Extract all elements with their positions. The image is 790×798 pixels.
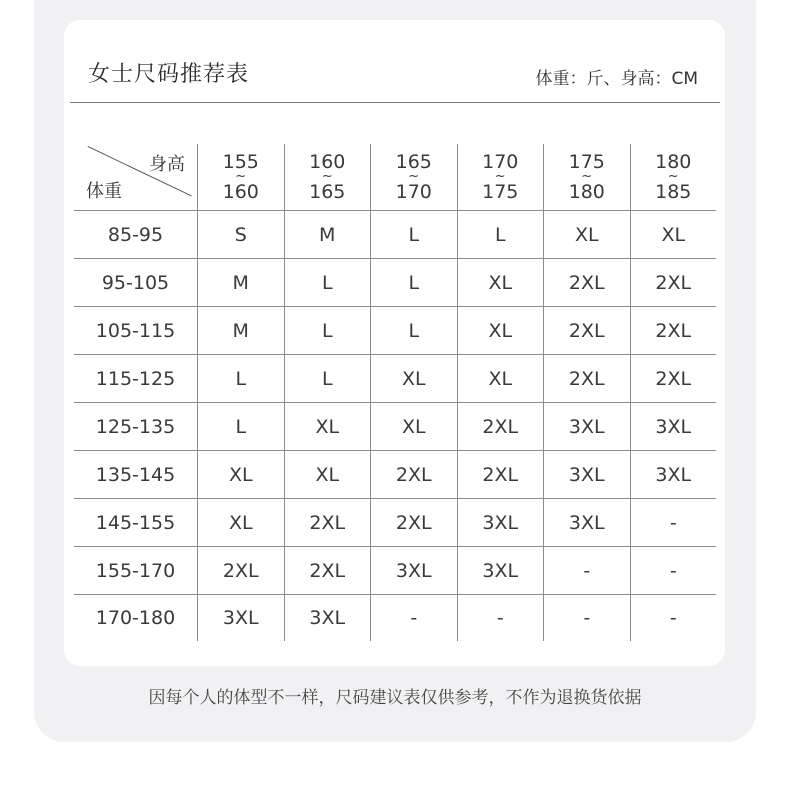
size-cell: XL bbox=[197, 499, 284, 546]
divider bbox=[70, 102, 720, 103]
weight-range-cell: 155-170 bbox=[95, 559, 176, 582]
size-table bbox=[74, 144, 716, 641]
footnote: 因每个人的体型不一样，尺码建议表仅供参考，不作为退换货依据 bbox=[148, 688, 642, 708]
page-title: 女士尺码推荐表 bbox=[88, 62, 250, 87]
size-cell: M bbox=[197, 307, 284, 354]
table-row bbox=[74, 211, 716, 259]
size-cell: XL bbox=[543, 211, 630, 258]
height-header-cell bbox=[543, 144, 630, 210]
size-cell: 3XL bbox=[284, 595, 371, 641]
size-cell: XL bbox=[284, 451, 371, 498]
corner-cell bbox=[74, 144, 197, 210]
size-cell: XL bbox=[457, 307, 544, 354]
size-cell: 2XL bbox=[457, 403, 544, 450]
size-cell: L bbox=[457, 211, 544, 258]
size-cell: XL bbox=[457, 355, 544, 402]
height-to: 160 bbox=[222, 180, 259, 203]
weight-range-cell: 135-145 bbox=[95, 463, 176, 486]
height-header-cell bbox=[284, 144, 371, 210]
size-cell: 2XL bbox=[630, 307, 717, 354]
size-cell: 2XL bbox=[284, 499, 371, 546]
height-to: 180 bbox=[568, 180, 605, 203]
height-from: 170 bbox=[482, 150, 519, 173]
size-cell: L bbox=[370, 307, 457, 354]
height-from: 175 bbox=[568, 150, 605, 173]
size-cell: L bbox=[284, 307, 371, 354]
height-to: 170 bbox=[395, 180, 432, 203]
size-cell: 3XL bbox=[630, 451, 717, 498]
size-cell: 2XL bbox=[543, 355, 630, 402]
height-to: 165 bbox=[309, 180, 346, 203]
size-cell: 3XL bbox=[370, 547, 457, 594]
size-cell: XL bbox=[457, 259, 544, 306]
unit-note: 体重：斤、身高：CM bbox=[535, 69, 698, 89]
size-cell: 2XL bbox=[457, 451, 544, 498]
size-cell: - bbox=[543, 595, 630, 641]
size-cell: XL bbox=[370, 403, 457, 450]
size-cell: XL bbox=[197, 451, 284, 498]
weight-axis-label: 体重 bbox=[86, 181, 122, 202]
range-tilde: ~ bbox=[235, 168, 247, 184]
height-to: 175 bbox=[482, 180, 519, 203]
size-cell: M bbox=[197, 259, 284, 306]
size-cell: - bbox=[457, 595, 544, 641]
size-cell: 2XL bbox=[370, 451, 457, 498]
table-header-row bbox=[74, 144, 716, 211]
size-cell: 3XL bbox=[543, 403, 630, 450]
size-cell: - bbox=[630, 547, 717, 594]
size-cell: XL bbox=[370, 355, 457, 402]
size-cell: M bbox=[284, 211, 371, 258]
range-tilde: ~ bbox=[581, 168, 593, 184]
range-tilde: ~ bbox=[494, 168, 506, 184]
size-cell: 2XL bbox=[630, 259, 717, 306]
height-header-cell bbox=[370, 144, 457, 210]
size-cell: - bbox=[630, 595, 717, 641]
size-cell: 2XL bbox=[284, 547, 371, 594]
size-cell: 3XL bbox=[197, 595, 284, 641]
weight-range-cell: 170-180 bbox=[95, 607, 176, 629]
height-header-cell bbox=[197, 144, 284, 210]
range-tilde: ~ bbox=[321, 168, 333, 184]
size-cell: XL bbox=[284, 403, 371, 450]
size-cell: L bbox=[370, 211, 457, 258]
table-row bbox=[74, 451, 716, 499]
height-from: 180 bbox=[655, 150, 692, 173]
table-row bbox=[74, 403, 716, 451]
size-cell: - bbox=[543, 547, 630, 594]
size-cell: 3XL bbox=[543, 451, 630, 498]
size-cell: 3XL bbox=[543, 499, 630, 546]
range-tilde: ~ bbox=[408, 168, 420, 184]
range-tilde: ~ bbox=[667, 168, 679, 184]
table-row bbox=[74, 307, 716, 355]
size-cell: - bbox=[630, 499, 717, 546]
height-from: 165 bbox=[395, 150, 432, 173]
weight-range-cell: 125-135 bbox=[95, 415, 176, 438]
size-cell: - bbox=[370, 595, 457, 641]
size-cell: 3XL bbox=[630, 403, 717, 450]
table-row bbox=[74, 259, 716, 307]
size-cell: 2XL bbox=[543, 307, 630, 354]
table-row bbox=[74, 595, 716, 641]
height-to: 185 bbox=[655, 180, 692, 203]
size-cell: XL bbox=[630, 211, 717, 258]
weight-range-cell: 85-95 bbox=[107, 223, 164, 246]
size-cell: L bbox=[197, 403, 284, 450]
weight-range-cell: 115-125 bbox=[95, 367, 176, 390]
table-row bbox=[74, 499, 716, 547]
size-cell: L bbox=[284, 355, 371, 402]
size-cell: 2XL bbox=[543, 259, 630, 306]
height-from: 155 bbox=[222, 150, 259, 173]
table-row bbox=[74, 547, 716, 595]
height-header-cell bbox=[457, 144, 544, 210]
height-header-cell bbox=[630, 144, 717, 210]
size-cell: 3XL bbox=[457, 547, 544, 594]
size-cell: L bbox=[197, 355, 284, 402]
size-cell: 2XL bbox=[630, 355, 717, 402]
size-cell: L bbox=[284, 259, 371, 306]
height-axis-label: 身高 bbox=[149, 154, 185, 175]
size-cell: L bbox=[370, 259, 457, 306]
weight-range-cell: 105-115 bbox=[95, 319, 176, 342]
size-cell: 3XL bbox=[457, 499, 544, 546]
size-cell: 2XL bbox=[370, 499, 457, 546]
table-row bbox=[74, 355, 716, 403]
size-cell: 2XL bbox=[197, 547, 284, 594]
weight-range-cell: 145-155 bbox=[95, 511, 176, 534]
height-from: 160 bbox=[309, 150, 346, 173]
size-cell: S bbox=[197, 211, 284, 258]
weight-range-cell: 95-105 bbox=[101, 271, 170, 294]
